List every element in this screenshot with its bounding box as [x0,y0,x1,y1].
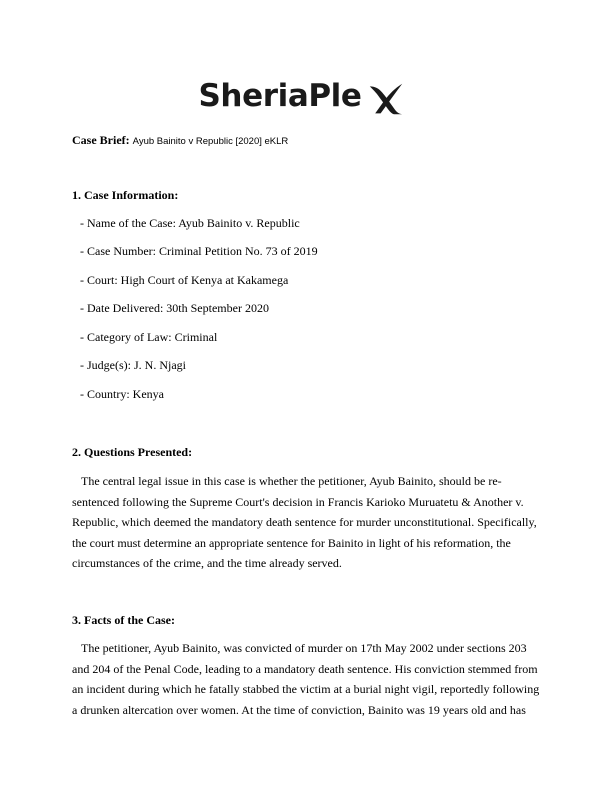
paragraph-line: and 204 of the Penal Code, leading to a mandatory death sentence. His conviction stemmed from [72,661,538,676]
info-line-case-name: - Name of the Case: Ayub Bainito v. Republic [80,216,300,230]
facts-of-case-paragraph [72,638,540,720]
info-line-date-delivered: - Date Delivered: 30th September 2020 [80,301,269,315]
case-brief-line [72,131,288,151]
paragraph-line: the court must determine an appropriate sentence for Bainito in light of his reformation, the [72,535,511,550]
paragraph-line: circumstances of the crime, and the time already served. [72,556,342,571]
info-line-category: - Category of Law: Criminal [80,330,218,344]
section-heading-facts-of-case: 3. Facts of the Case: [72,613,175,627]
paragraph-line: Republic, which deemed the mandatory death sentence for murder unconstitutional. Specifically, [72,515,537,530]
info-line-case-number: - Case Number: Criminal Petition No. 73 of 2019 [80,244,318,258]
x-swoosh-logo-icon [368,81,404,117]
paragraph-line: The central legal issue in this case is whether the petitioner, Ayub Bainito, should be re- [81,474,502,488]
paragraph-line: The petitioner, Ayub Bainito, was convicted of murder on 17th May 2002 under sections 203 [81,641,527,655]
case-brief-title: Ayub Bainito v Republic [2020] eKLR [132,136,289,147]
sheriaplex-logo [0,72,612,120]
case-brief-label: Case Brief: [72,133,130,147]
paragraph-line: sentenced following the Supreme Court's decision in Francis Karioko Muruatetu & Another v. [72,494,524,509]
questions-presented-paragraph [72,471,540,574]
logo-wordmark: SheriaPle [198,78,362,114]
section-heading-questions-presented: 2. Questions Presented: [72,445,193,459]
info-line-judges: - Judge(s): J. N. Njagi [80,358,186,372]
paragraph-line: a drunken altercation over women. At the time of conviction, Bainito was 19 years old and has [72,702,526,717]
section-heading-case-information: 1. Case Information: [72,188,179,202]
info-line-country: - Country: Kenya [80,387,164,401]
info-line-court: - Court: High Court of Kenya at Kakamega [80,273,289,287]
paragraph-line: an incident during which he fatally stabbed the victim at a burial night vigil, reportedly following [72,682,540,697]
